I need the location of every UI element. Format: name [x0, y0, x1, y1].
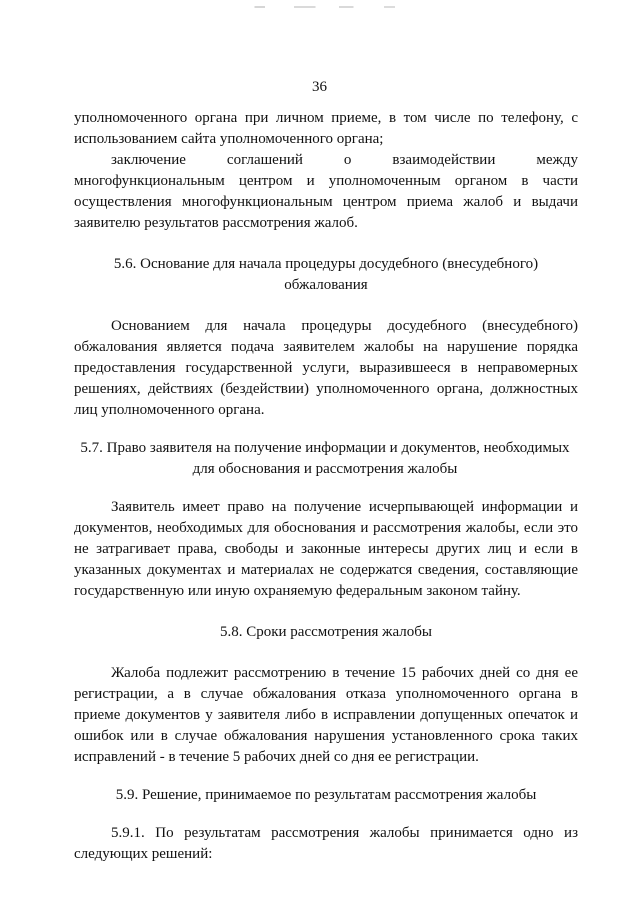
section-heading-5-7: 5.7. Право заявителя на получение информации и документов, необходимых для обоснования и рассмотрения жалобы	[80, 440, 570, 477]
section-paragraph-5-8: Жалоба подлежит рассмотрению в течение 15 рабочих дней со дня ее регистрации, а в случае обжалования отказа уполномоченного органа в приеме документов у заявителя либо в исправлении допущенных опечаток и ошибок или в случае обжалования нарушения установленного срока таких исправлений - в течение 5 рабочих дней со дня ее регистрации.	[74, 665, 578, 765]
document-body	[74, 108, 578, 865]
intro-continuation: уполномоченного органа при личном приеме, в том числе по телефону, с использованием сайта уполномоченного органа;	[74, 110, 578, 147]
intro-item-line1: заключение соглашений о взаимодействии между	[111, 152, 578, 168]
intro-item	[74, 150, 578, 234]
section-heading-5-6: 5.6. Основание для начала процедуры досудебного (внесудебного) обжалования	[113, 256, 539, 293]
section-paragraph-5-7: Заявитель имеет право на получение исчерпывающей информации и документов, необходимых для обоснования и рассмотрения жалобы, если это не затрагивает права, свободы и законные интересы других лиц и если в указанных документах и материалах не содержатся сведения, составляющие государственную или иную охраняемую федеральным законом тайну.	[74, 499, 578, 599]
page-number: 36	[312, 79, 327, 95]
section-heading-5-8: 5.8. Сроки рассмотрения жалобы	[219, 624, 433, 640]
section-paragraph-5-6: Основанием для начала процедуры досудебного (внесудебного) обжалования является подача заявителем жалобы на нарушение порядка предоставления государственной услуги, выразившееся в неправомерных решениях, действиях (бездействии) уполномоченного органа, должностных лиц уполномоченного органа.	[74, 318, 578, 418]
scan-artifact	[240, 6, 420, 8]
section-paragraph-5-9: 5.9.1. По результатам рассмотрения жалобы принимается одно из следующих решений:	[74, 825, 578, 862]
section-heading-5-9: 5.9. Решение, принимаемое по результатам рассмотрения жалобы	[115, 787, 537, 803]
intro-item-rest: многофункциональным центром и уполномоченным органом в части осуществления многофункциональным центром приема жалоб и выдачи заявителю результатов рассмотрения жалоб.	[74, 173, 578, 231]
